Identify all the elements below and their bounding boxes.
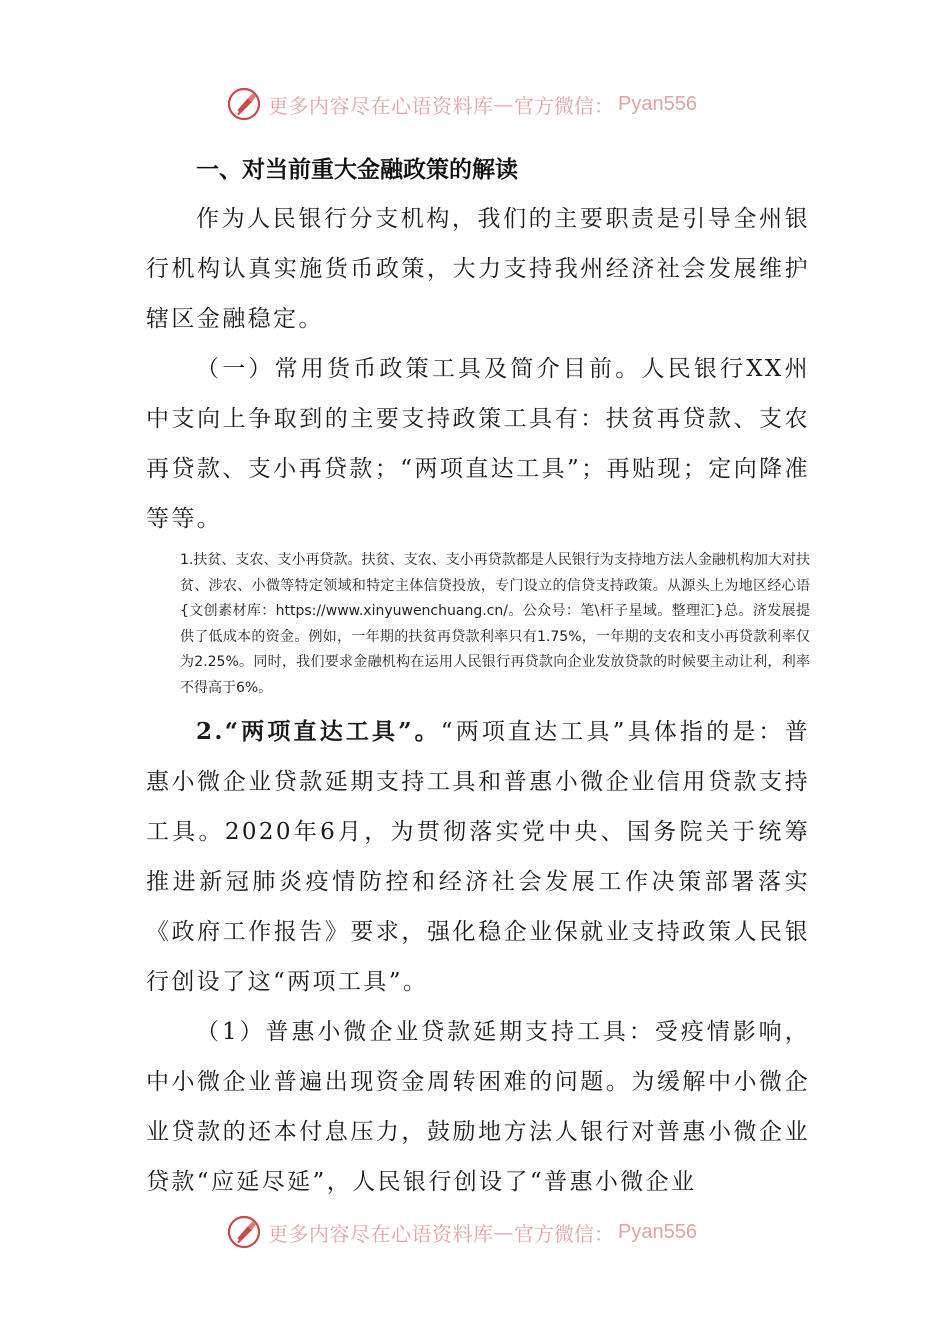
footer-watermark-banner: [226, 1212, 786, 1252]
banner-contact-id: Pyan556: [618, 1220, 697, 1243]
banner-text: 更多内容尽在心语资料库: [268, 93, 494, 118]
banner-contact-label: 官方微信：: [514, 93, 614, 118]
document-body: [146, 148, 810, 1207]
item-2-1-paragraph: （1）普惠小微企业贷款延期支持工具：受疫情影响，中小微企业普遍出现资金周转困难的问题。为缓解中小微企业贷款的还本付息压力，鼓励地方法人银行对普惠小微企业贷款“应延尽延”，人民银行创设了“普惠小微企业: [146, 1019, 810, 1195]
header-watermark-banner: [226, 84, 786, 124]
banner-contact-label: 官方微信：: [514, 1221, 614, 1246]
section-heading: 一、对当前重大金融政策的解读: [196, 157, 518, 183]
subsection-1-paragraph: （一）常用货币政策工具及简介目前。人民银行XX州中支向上争取到的主要支持政策工具有：扶贫再贷款、支农再贷款、支小再贷款；“两项直达工具”；再贴现；定向降准等等。: [146, 356, 810, 532]
pen-nib-logo-icon: [226, 1214, 262, 1250]
banner-contact-id: Pyan556: [618, 92, 697, 115]
footnote-paragraph: 1.扶贫、支农、支小再贷款。扶贫、支农、支小再贷款都是人民银行为支持地方法人金融机构加大对扶贫、涉农、小微等特定领域和特定主体信贷投放，专门设立的信贷支持政策。从源头上为地区经心语{文创素材库：https://www.xinyuwenchuang.cn/。公众号：笔\杆子星域。整理汇}总。济发展提供了低成本的资金。例如，一年期的扶贫再贷款利率只有1.75%，一年期的支农和支小再贷款利率仅为2.25%。同时，我们要求金融机构在运用人民银行再贷款向企业发放贷款的时候要主动让利，利率不得高于6%。: [180, 552, 810, 696]
item-2-lead: 2.“两项直达工具”。: [196, 718, 441, 745]
banner-dash: —: [493, 1220, 514, 1244]
item-2-paragraph: [146, 707, 810, 1007]
item-2-body: “两项直达工具”具体指的是：普惠小微企业贷款延期支持工具和普惠小微企业信用贷款支持工具。2020年6月，为贯彻落实党中央、国务院关于统筹推进新冠肺炎疫情防控和经济社会发展工作决策部署落实《政府工作报告》要求，强化稳企业保就业支持政策人民银行创设了这“两项工具”。: [146, 719, 810, 995]
intro-paragraph: 作为人民银行分支机构，我们的主要职责是引导全州银行机构认真实施货币政策，大力支持我州经济社会发展维护辖区金融稳定。: [146, 206, 810, 332]
banner-text: 更多内容尽在心语资料库: [268, 1221, 494, 1246]
pen-nib-logo-icon: [226, 86, 262, 122]
banner-dash: —: [493, 92, 514, 116]
